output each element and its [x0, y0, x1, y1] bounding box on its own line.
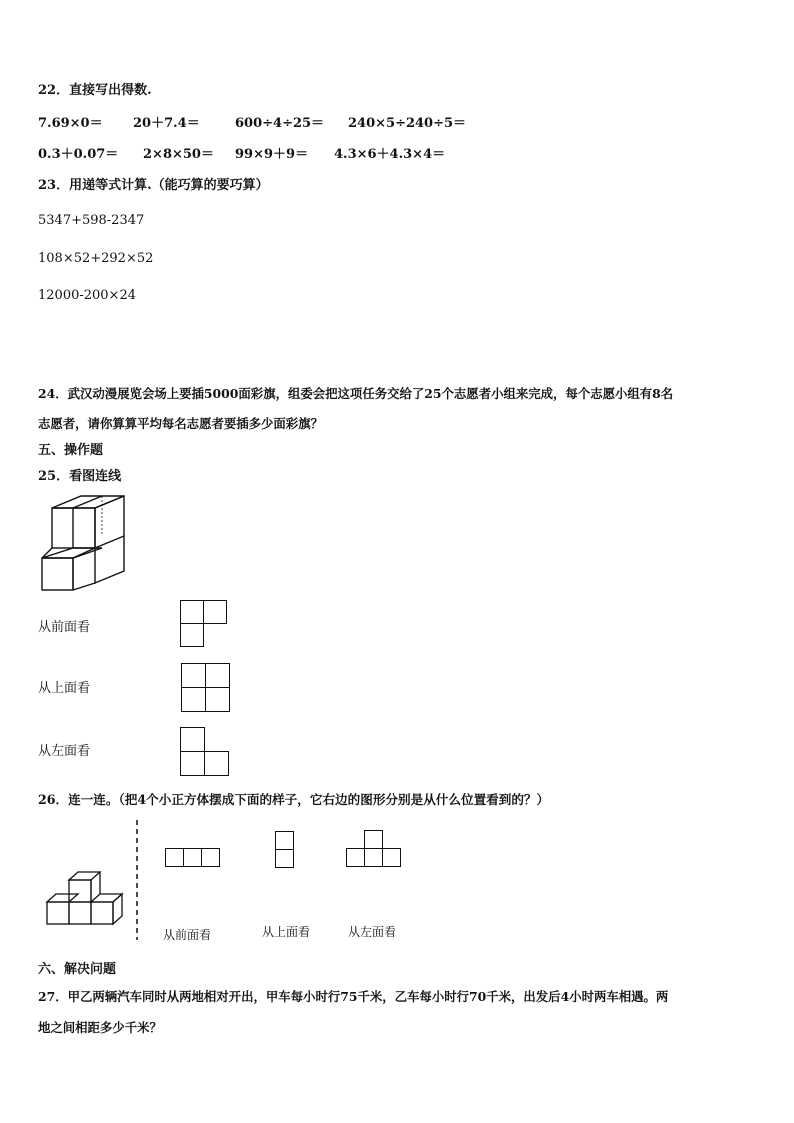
- q24-line2: 志愿者，请你算算平均每名志愿者要插多少面彩旗？: [38, 416, 323, 431]
- q26-dashed-divider: [133, 820, 141, 942]
- q27-line2: 地之间相距多少千米？: [38, 1020, 162, 1035]
- q26-label-left: 从左面看: [348, 925, 397, 939]
- q26-title: 26．连一连。（把4个小正方体摆成下面的样子，它右边的图形分别是从什么位置看到的？）: [38, 792, 550, 807]
- q22-r1-c3: 600÷4÷25＝: [235, 116, 325, 131]
- q26-label-top: 从上面看: [262, 925, 311, 939]
- q23-title: 23．用递等式计算.（能巧算的要巧算）: [38, 178, 269, 193]
- q22-r1-c4: 240×5÷240÷5＝: [348, 116, 467, 131]
- q25-label-left: 从左面看: [38, 744, 91, 759]
- section-5-title: 五、操作题: [38, 443, 104, 458]
- q24-line1: 24．武汉动漫展览会场上要插5000面彩旗，组委会把这项任务交给了25个志愿者小组来完成，每个志愿小组有8名: [38, 386, 674, 401]
- q22-r2-c3: 99×9＋9＝: [235, 147, 309, 162]
- q26-cube-figure: [44, 868, 124, 926]
- q27-line1: 27．甲乙两辆汽车同时从两地相对开出，甲车每小时行75千米，乙车每小时行70千米，出发后4小时两车相遇。两: [38, 989, 669, 1004]
- q22-title: 22．直接写出得数.: [38, 83, 152, 98]
- q25-cube-figure: [38, 495, 132, 591]
- q25-label-front: 从前面看: [38, 620, 91, 635]
- q25-label-top: 从上面看: [38, 681, 91, 696]
- q22-r2-c1: 0.3＋0.07＝: [38, 147, 119, 162]
- q22-r1-c1: 7.69×0＝: [38, 116, 103, 131]
- q26-label-front: 从前面看: [163, 928, 212, 942]
- q23-item-1: 5347+598-2347: [38, 213, 145, 228]
- section-6-title: 六、解决问题: [38, 962, 117, 977]
- q23-item-2: 108×52+292×52: [38, 251, 154, 266]
- q25-title: 25．看图连线: [38, 469, 122, 484]
- q22-r1-c2: 20＋7.4＝: [133, 116, 200, 131]
- q23-item-3: 12000-200×24: [38, 288, 136, 303]
- q22-r2-c2: 2×8×50＝: [143, 147, 214, 162]
- q22-r2-c4: 4.3×6＋4.3×4＝: [334, 147, 446, 162]
